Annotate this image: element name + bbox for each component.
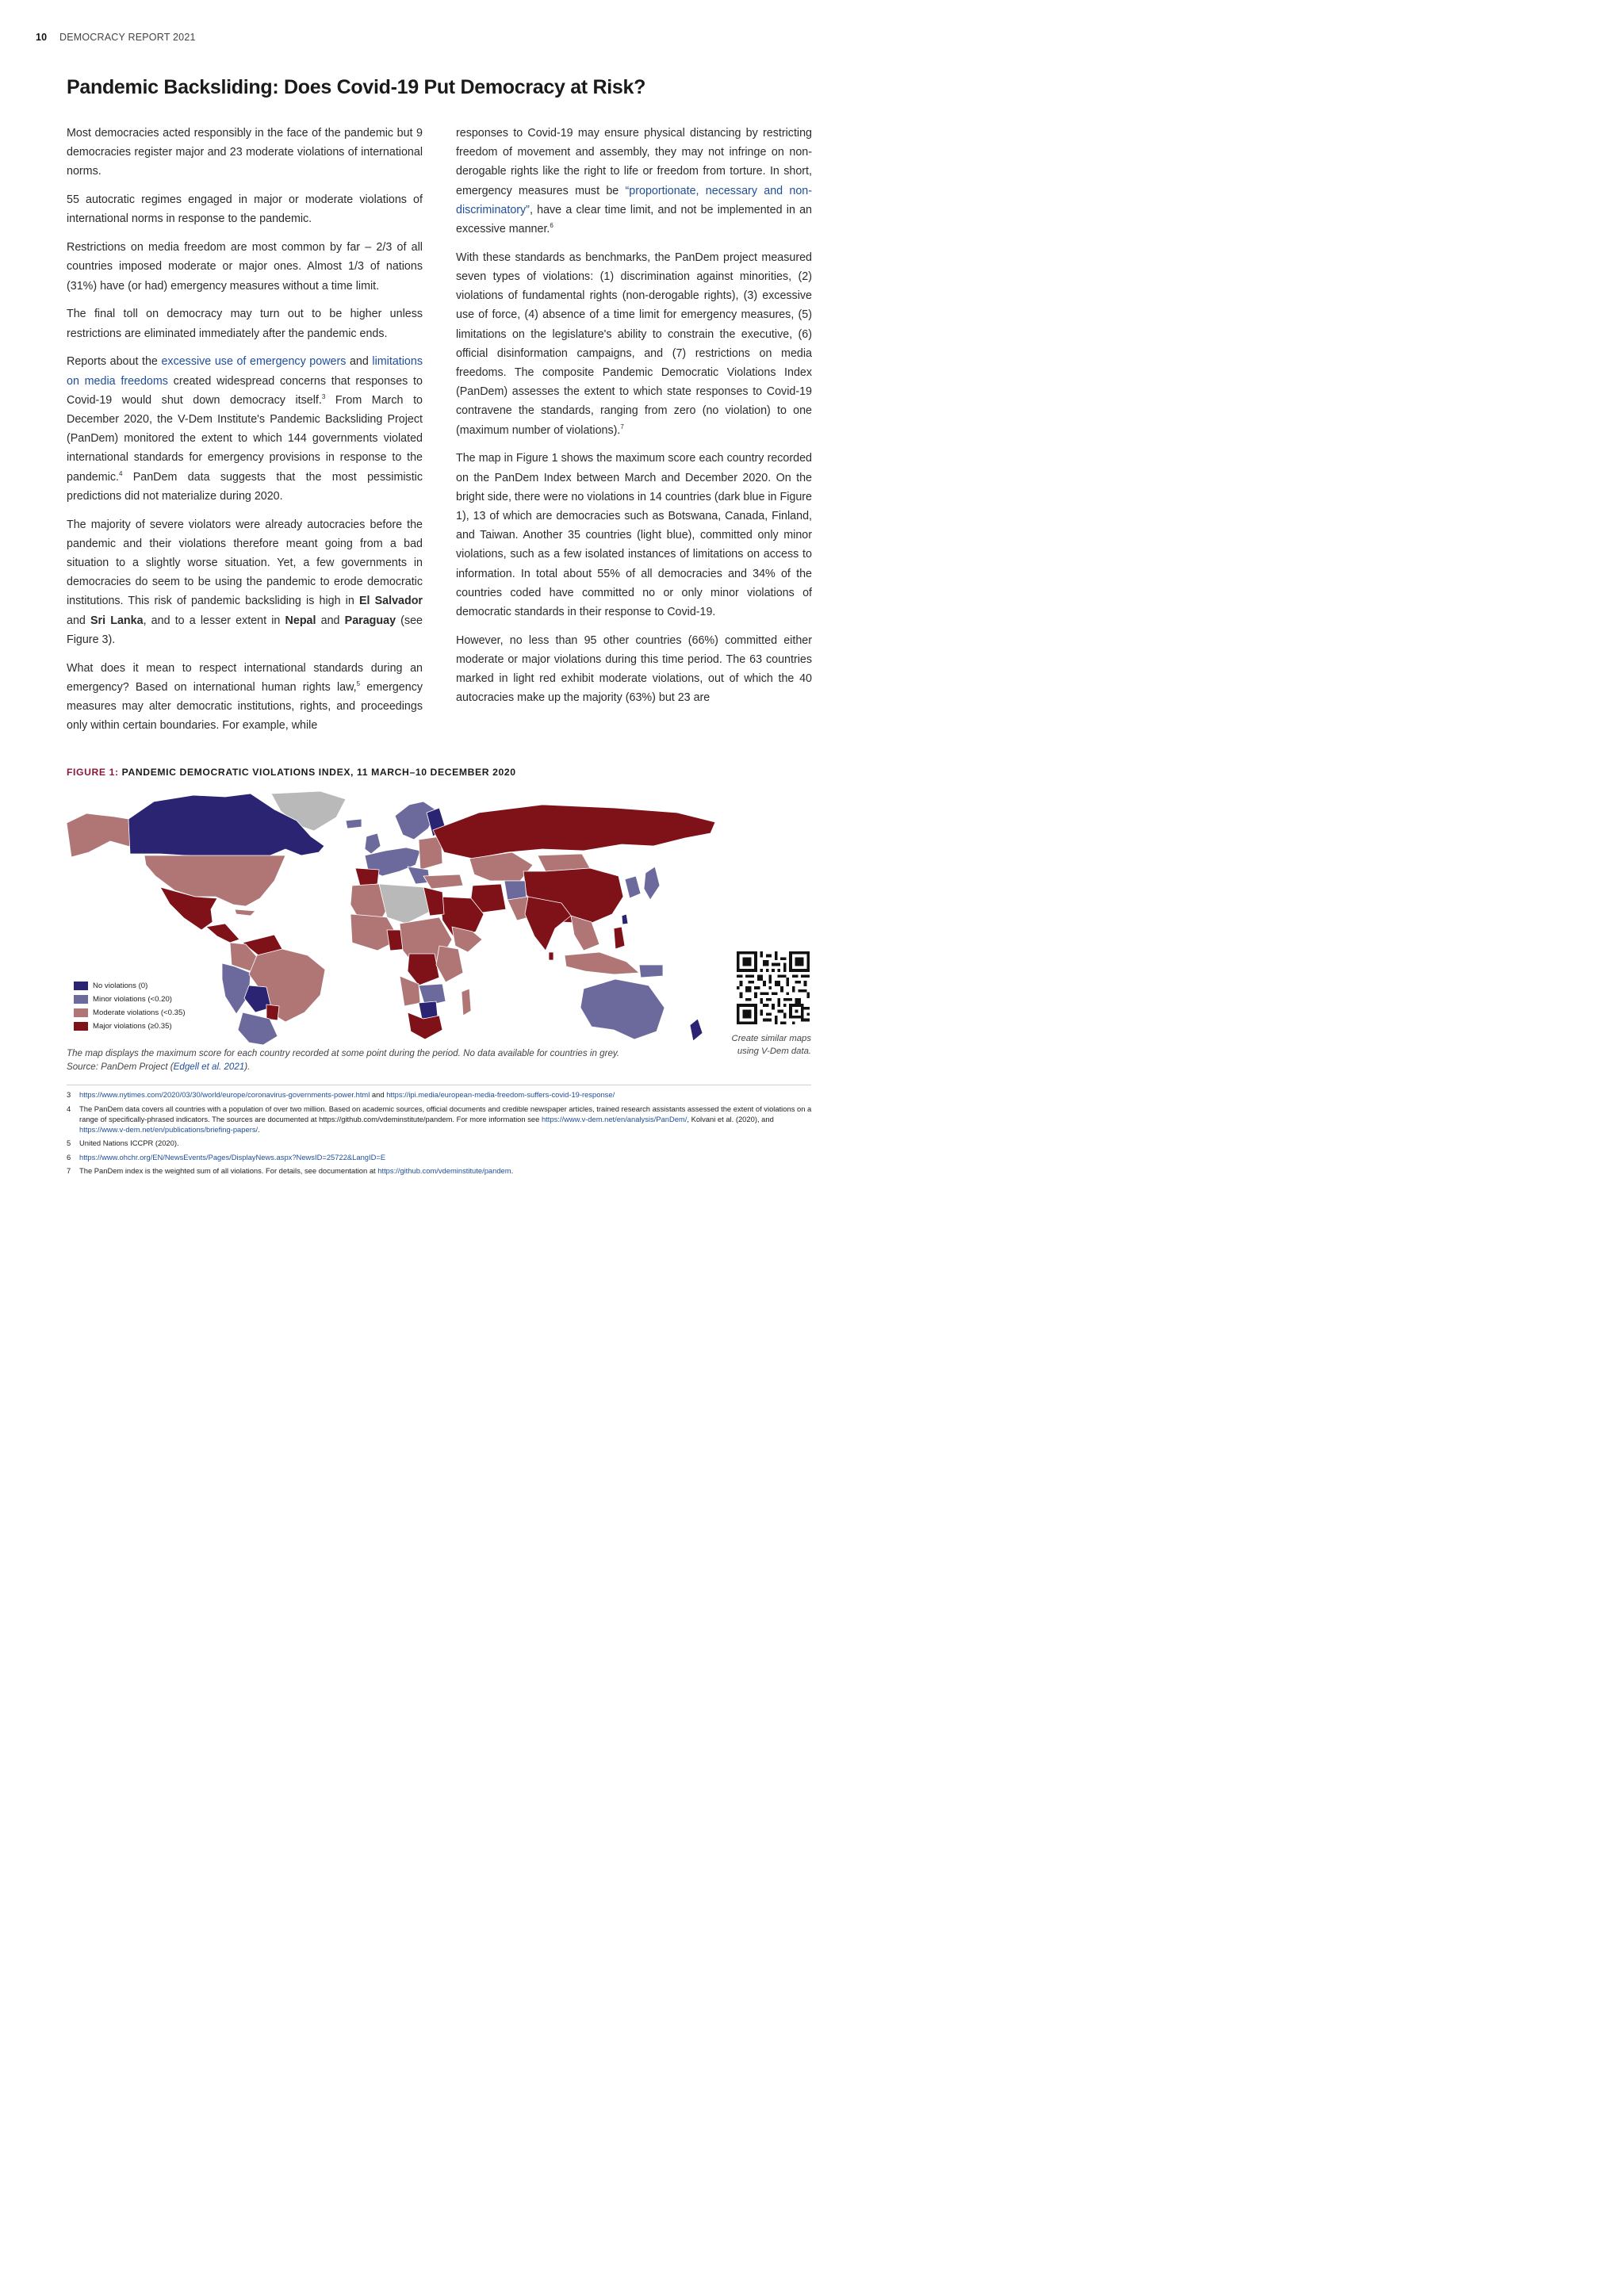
figure-title-text: PANDEMIC DEMOCRATIC VIOLATIONS INDEX, 11 MARCH–10 DECEMBER 2020 (121, 767, 516, 778)
map-drc (408, 954, 439, 985)
map-paraguay (266, 1004, 279, 1020)
paragraph: Reports about the excessive use of emergency powers and limitations on media freedoms created widespread concerns that responses to Covid-19 would shut down democracy itself.$^3$ From March to December 2020, the V-Dem Institute's Pandemic Backsliding Project (PanDem) monitored the extent to which 144 governments violated international standards for emergency provisions in response to the pandemic.$^4$ PanDem data suggests that the most pessimistic predictions did not materialize during 2020. (67, 355, 423, 503)
page-title: Pandemic Backsliding: Does Covid-19 Put Democracy at Risk? (67, 76, 646, 98)
link-ipi[interactable]: https://ipi.media/european-media-freedom-suffers-covid-19-response/ (386, 1090, 615, 1099)
footnote: 6 https://www.ohchr.org/EN/NewsEvents/Pages/DisplayNews.aspx?NewsID=25722&LangID=E (67, 1152, 386, 1161)
footnotes (67, 1089, 812, 1180)
footnote: 4 The PanDem data covers all countries with a population of over two million. Based on academic sources, official documents and credible newspaper articles, trained research assistants assessed the extent of violations on a range of specifically-phrased indicators. The sources are documented at https://github.com/vdeminstitute/pandem. For more information see https://www.v-dem.net/en/analysis/PanDem/, Kolvani et al. (2020), and https://www.v-dem.net/en/publications/briefing-papers/. (67, 1104, 812, 1134)
footnote-ref: 3 (321, 393, 326, 401)
figure-label: FIGURE 1: (67, 767, 119, 778)
qr-code-icon[interactable] (737, 951, 810, 1024)
map-east-africa (436, 946, 463, 982)
qr-caption: Create similar maps using V-Dem data. (731, 1034, 811, 1056)
link-media-freedoms[interactable]: limitations on media freedoms (67, 355, 423, 388)
footnote-ref: 6 (550, 222, 553, 230)
footnote: 7 The PanDem index is the weighted sum of all violations. For details, see documentation at https://github.com/vdeminstitute/pandem. (67, 1166, 514, 1175)
paragraph: The map in Figure 1 shows the maximum score each country recorded on the PanDem Index between March and December 2020. On the bright side, there were no violations in 14 countries (dark blue in Figure 1), 13 of which are democracies such as Botswana, Canada, Finland, and Taiwan. Another 35 countries (light blue), committed only minor violations, such as a few isolated instances of limitations on access to information. In total about 55% of all democracies and 34% of the countries coded have committed no or only minor violations of democratic standards in their response to Covid-19. (456, 452, 813, 619)
map-botswana (419, 1001, 438, 1019)
map-indonesia (565, 952, 639, 974)
link-vdem-pandem[interactable]: https://www.v-dem.net/en/analysis/PanDem/ (541, 1114, 688, 1123)
map-ecuador-peru (222, 963, 251, 1014)
legend-swatch (74, 995, 88, 1004)
map-legend (74, 979, 186, 1033)
footnote: 5 United Nations ICCPR (2020). (67, 1138, 179, 1147)
footnote: 3 https://www.nytimes.com/2020/03/30/world/europe/coronavirus-governments-power.html and https://ipi.media/european-media-freedom-suffers-covid-19-response/ (67, 1090, 615, 1099)
map-madagascar (462, 989, 471, 1016)
running-title: DEMOCRACY REPORT 2021 (59, 32, 196, 43)
map-horn (452, 927, 482, 952)
figure-title (67, 767, 516, 778)
footnote-ref: 7 (620, 423, 624, 430)
paragraph: Restrictions on media freedom are most common by far – 2/3 of all countries imposed moderate or major ones. Almost 1/3 of nations (31%) have (or had) emergency measures without a time limit. (67, 241, 423, 293)
bold-country: Nepal (285, 614, 316, 627)
paragraph: The final toll on democracy may turn out to be higher unless restrictions are eliminated immediately after the pandemic ends. (67, 308, 423, 340)
map-iceland (346, 819, 362, 828)
map-alaska (67, 813, 130, 857)
map-japan (644, 867, 660, 900)
paragraph: With these standards as benchmarks, the PanDem project measured seven types of violations: (1) discrimination against minorities, (2) violations of fundamental rights (non-derogable rights), (3) excessive use of force, (4) absence of a time limit for emergency measures, (5) limitations on the legislature's ability to constrain the executive, (6) official disinformation campaigns, and (7) restrictions on media freedoms. The composite Pandemic Democratic Violations Index (PanDem) assesses the extent to which state responses to Covid-19 contravene the standards, ranging from zero (no violation) to one (maximum number of violations).$^7$ (456, 251, 812, 437)
map-iberia (355, 868, 379, 886)
legend-item: Minor violations (<0.20) (74, 993, 186, 1006)
paragraph: The majority of severe violators were already autocracies before the pandemic and their violations therefore meant going from a bad situation to a slightly worse situation. Yet, a few governments in democracies do seem to be using the pandemic to erode democratic institutions. This risk of pandemic backsliding is high in El Salvador and Sri Lanka, and to a lesser extent in Nepal and Paraguay (see Figure 3). (67, 518, 423, 646)
map-uk (365, 833, 381, 854)
map-russia (433, 805, 715, 859)
map-korea-japan (625, 876, 641, 898)
map-caribbean (235, 909, 255, 916)
bold-country: Paraguay (344, 614, 396, 627)
map-new-zealand (690, 1019, 703, 1041)
link-vdem-briefing[interactable]: https://www.v-dem.net/en/publications/briefing-papers/ (79, 1124, 259, 1134)
map-central-america (206, 924, 239, 943)
map-png (639, 965, 663, 978)
legend-swatch (74, 1008, 88, 1017)
running-header (36, 32, 196, 43)
right-column (456, 124, 812, 717)
link-emergency-powers[interactable]: excessive use of emergency powers (161, 355, 347, 369)
legend-item: Major violations (≥0.35) (74, 1020, 186, 1033)
map-sri-lanka (549, 952, 553, 960)
map-taiwan (622, 914, 628, 924)
footnote-ref: 5 (356, 680, 361, 688)
paragraph: 55 autocratic regimes engaged in major or moderate violations of international norms in response to the pandemic. (67, 193, 423, 226)
link-nytimes[interactable]: https://www.nytimes.com/2020/03/30/world/europe/coronavirus-governments-power.html (79, 1090, 370, 1099)
map-philippines (614, 927, 625, 949)
bold-country: El Salvador (358, 595, 423, 608)
legend-item: No violations (0) (74, 979, 186, 993)
link-github-pandem[interactable]: https://github.com/vdeminstitute/pandem (377, 1166, 511, 1175)
paragraph: responses to Covid-19 may ensure physical distancing by restricting freedom of movement and assembly, they may not infringe on non-derogable rights like the right to life or freedom from torture. In short, emergency measures must be “proportionate, necessary and non-discriminatory”, have a clear time limit, and not be implemented in an excessive manner.$^6$ (456, 127, 812, 236)
paragraph: Most democracies acted responsibly in the face of the pandemic but 9 democracies register major and 23 moderate violations of international norms. (67, 127, 423, 178)
paragraph: What does it mean to respect international standards during an emergency? Based on international human rights law,$^5$ emergency measures may alter democratic institutions, rights, and proceedings only within certain boundaries. For example, while (67, 661, 423, 733)
legend-swatch (74, 982, 88, 990)
map-turkey (423, 874, 463, 889)
link-ohchr[interactable]: https://www.ohchr.org/EN/NewsEvents/Pages/DisplayNews.aspx?NewsID=25722&LangID=E (79, 1152, 386, 1161)
figure-caption: The map displays the maximum score for each country recorded at some point during the period. No data available for countries in grey. Source: PanDem Project (Edgell et al. 2021). (67, 1048, 620, 1072)
paragraph: However, no less than 95 other countries (66%) committed either moderate or major violations during this time period. The 63 countries marked in light red exhibit moderate violations, out of which the 40 autocracies make up the majority (63%) but 23 are (456, 633, 812, 705)
map-australia (580, 979, 665, 1039)
page-number: 10 (36, 32, 48, 43)
link-edgell-2021[interactable]: Edgell et al. 2021 (173, 1062, 245, 1072)
footnote-ref: 4 (118, 469, 123, 477)
bold-country: Sri Lanka (90, 614, 144, 627)
left-column (67, 124, 423, 744)
map-afghanistan (504, 881, 527, 900)
legend-item: Moderate violations (<0.35) (74, 1006, 186, 1020)
link-proportionate[interactable]: “proportionate, necessary and non-discriminatory” (456, 184, 812, 216)
legend-swatch (74, 1022, 88, 1031)
